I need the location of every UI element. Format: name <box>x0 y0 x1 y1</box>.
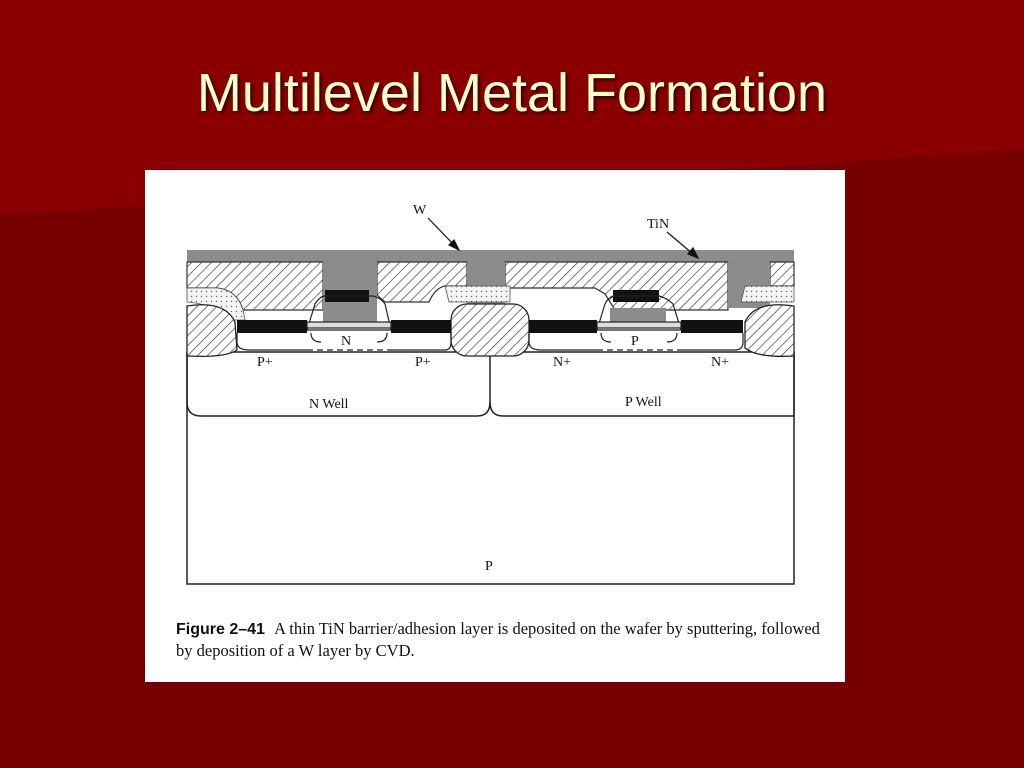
tungsten-layer <box>187 250 794 262</box>
figure-panel <box>145 170 845 682</box>
label-p-channel: P <box>631 334 639 349</box>
label-p-well: P Well <box>625 395 662 410</box>
label-n-well: N Well <box>309 397 349 412</box>
figure-number: Figure 2–41 <box>176 621 265 638</box>
label-tin: TiN <box>647 217 670 232</box>
label-n-channel: N <box>341 334 352 349</box>
cmos-cross-section-diagram <box>145 170 845 610</box>
figure-caption <box>176 618 826 661</box>
label-n-plus-right: N+ <box>711 355 730 370</box>
label-w: W <box>413 203 427 218</box>
label-p-plus-right: P+ <box>415 355 431 370</box>
label-substrate: P <box>485 559 493 574</box>
label-n-plus-left: N+ <box>553 355 572 370</box>
label-p-plus-left: P+ <box>257 355 273 370</box>
slide-title: Multilevel Metal Formation <box>196 63 828 123</box>
caption-text: A thin TiN barrier/adhesion layer is deposited on the wafer by sputtering, followed by deposition of a W layer by CVD. <box>176 619 820 660</box>
